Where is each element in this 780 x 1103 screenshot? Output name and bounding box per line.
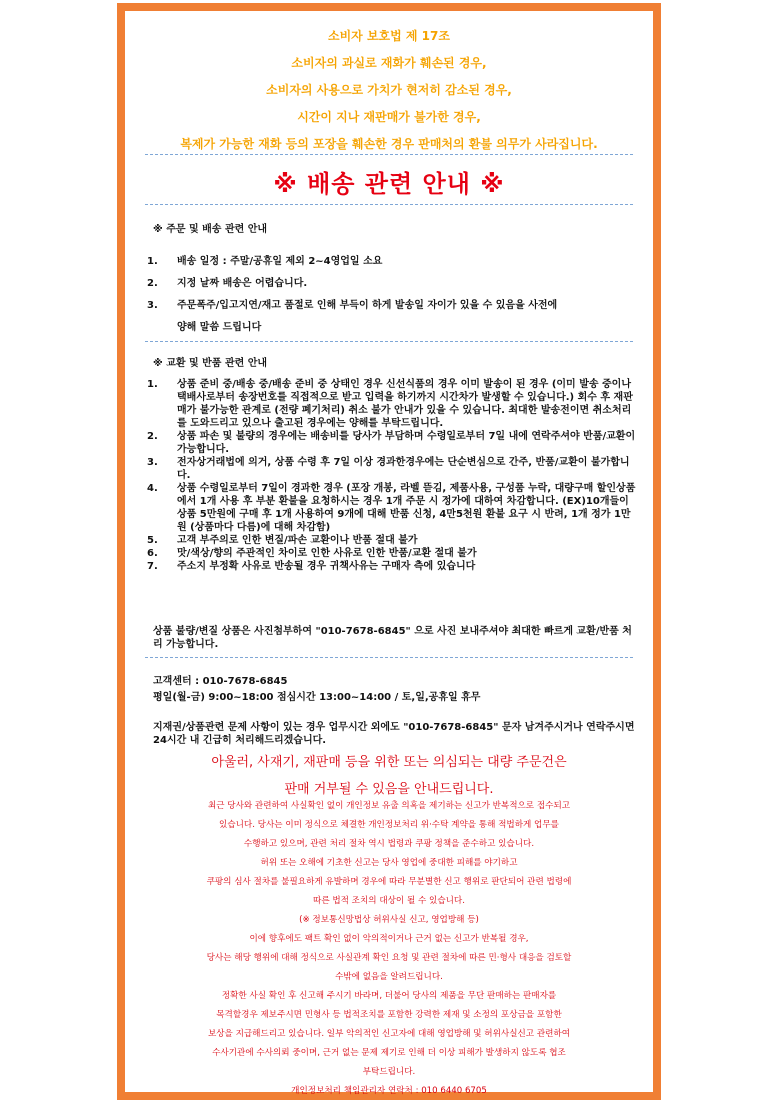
item-text: 맛/색상/향의 주관적인 차이로 인한 사유로 인한 반품/교환 절대 불가	[177, 548, 477, 559]
list-item	[147, 560, 639, 573]
legal-line: 최근 당사와 관련하여 사실확인 없이 개인정보 유출 의혹을 제기하는 신고가 반복적으로 접수되고	[207, 801, 571, 811]
list-item	[147, 534, 639, 547]
legal-line: (※ 정보통신망법상 허위사실 신고, 영업방해 등)	[299, 915, 479, 925]
warning-line: 아울러, 사재기, 재판매 등을 위한 또는 의심되는 대량 주문건은	[211, 755, 567, 770]
item-number: 7.	[147, 561, 158, 572]
item-number: 6.	[147, 548, 158, 559]
notice-line: 소비자의 과실로 재화가 훼손된 경우,	[291, 56, 487, 70]
item-text: 양해 말씀 드립니다	[177, 322, 262, 333]
list-item	[147, 317, 639, 339]
item-text: 상품 준비 중/배송 중/배송 준비 중 상태인 경우 신선식품의 경우 이미 발송이 된 경우 (이미 발송 중이나 택배사로부터 송장번호를 직접적으로 받고 입력을 하기까지 시간차가 발생할 수 있습니다.) 회수 후 재판매가 불가능한 관계로 (전량 폐기처리) 취소 불가 안내가 있을 수 있습니다. 최대한 발송전이면 취소처리를 도와드리고 있으나 출고된 경우에는 양해를 부탁드립니다.	[177, 379, 633, 429]
item-text: 고객 부주의로 인한 변질/파손 교환이나 반품 절대 불가	[177, 535, 418, 546]
list-item	[147, 547, 639, 560]
legal-line: 정확한 사실 확인 후 신고해 주시기 바라며, 더불어 당사의 제품을 무단 판매하는 판매자를	[221, 991, 557, 1001]
divider	[145, 657, 633, 658]
item-number: 5.	[147, 535, 158, 546]
notice-line: 시간이 지나 재판매가 불가한 경우,	[297, 110, 481, 124]
item-text: 상품 파손 및 불량의 경우에는 배송비를 당사가 부담하며 수령일로부터 7일 내에 연락주셔야 반품/교환이 가능합니다.	[177, 431, 636, 455]
delivery-list	[147, 251, 639, 339]
exchange-heading: ※ 교환 및 반품 관련 안내	[153, 358, 268, 369]
list-item	[147, 251, 639, 273]
list-item	[147, 273, 639, 295]
legal-notice	[133, 797, 645, 1101]
item-number: 3.	[147, 300, 158, 311]
notice-line: 복제가 가능한 재화 등의 포장을 훼손한 경우 판매처의 환불 의무가 사라집니다.	[180, 137, 598, 151]
item-number	[147, 317, 177, 339]
notice-frame	[117, 3, 661, 1100]
item-text: 전자상거래법에 의거, 상품 수령 후 7일 이상 경과한경우에는 단순변심으로 간주, 반품/교환이 불가합니다.	[177, 457, 630, 481]
notice-line: 소비자의 사용으로 가치가 현저히 감소된 경우,	[266, 83, 512, 97]
privacy-officer-contact: 개인정보처리 책임관리자 연락처 : 010 6440 6705	[291, 1086, 487, 1096]
item-number: 1.	[147, 256, 158, 267]
item-text: 주문폭주/입고지연/재고 품절로 인해 부득이 하게 발송일 자이가 있을 수 있음을 사전에	[177, 300, 558, 311]
legal-line: 수사기관에 수사의뢰 중이며, 근거 없는 문제 제기로 인해 더 이상 피해가 발생하지 않도록 협조	[212, 1048, 566, 1058]
exchange-footer: 상품 불량/변질 상품은 사진첨부하여 "010-7678-6845" 으로 사진 보내주셔야 최대한 빠르게 교환/반품 처리 가능합니다.	[153, 626, 632, 650]
legal-line: 따른 법적 조치의 대상이 될 수 있습니다.	[313, 896, 465, 906]
legal-line: 수밖에 없음을 알려드립니다.	[335, 972, 443, 982]
item-number: 2.	[147, 278, 158, 289]
list-item	[147, 295, 639, 317]
bulk-order-warning	[125, 749, 653, 803]
legal-line: 보상을 지급해드리고 있습니다. 일부 악의적인 신고자에 대해 영업방해 및 허위사실신고 관련하여	[207, 1029, 571, 1039]
item-number: 3.	[147, 457, 158, 468]
legal-line: 이에 향후에도 팩트 확인 없이 악의적이거나 근거 없는 신고가 반복될 경우,	[249, 934, 529, 944]
legal-line: 허위 또는 오해에 기초한 신고는 당사 영업에 중대한 피해를 야기하고	[260, 858, 518, 868]
customer-center: 고객센터 : 010-7678-6845	[153, 676, 288, 687]
list-item	[147, 456, 639, 482]
legal-line: 수행하고 있으며, 관련 처리 절차 역시 법령과 쿠팡 정책을 준수하고 있습니다.	[243, 839, 535, 849]
legal-line: 쿠팡의 심사 절차를 불필요하게 유발하며 경우에 따라 무분별한 신고 행위로 판단되어 관련 법령에	[206, 877, 572, 887]
list-item	[147, 430, 639, 456]
page-title: ※ 배송 관련 안내 ※	[273, 170, 505, 198]
list-item	[147, 482, 639, 534]
item-text: 배송 일정 : 주말/공휴일 제외 2~4영업일 소요	[177, 256, 383, 267]
delivery-heading: ※ 주문 및 배송 관련 안내	[153, 224, 268, 235]
item-text: 주소지 부정확 사유로 반송될 경우 귀책사유는 구매자 측에 있습니다	[177, 561, 476, 572]
divider	[145, 204, 633, 205]
item-number: 4.	[147, 483, 158, 494]
legal-line: 부탁드립니다.	[362, 1067, 416, 1077]
legal-line: 목격할경우 제보주시면 민형사 등 법적조치를 포함한 강력한 제재 및 소정의 포상금을 포함한	[216, 1010, 562, 1020]
warning-line: 판매 거부될 수 있음을 안내드립니다.	[284, 782, 494, 797]
divider	[145, 341, 633, 342]
exchange-list	[147, 378, 639, 573]
item-text: 지정 날짜 배송은 어렵습니다.	[177, 278, 308, 289]
contact-note: 지재권/상품관련 문제 사항이 있는 경우 업무시간 외에도 "010-7678-6845" 문자 남겨주시거나 연락주시면 24시간 내 긴급히 처리해드리겠습니다.	[153, 722, 635, 746]
business-hours: 평일(월-금) 9:00~18:00 점심시간 13:00~14:00 / 토,일,공휴일 휴무	[153, 692, 481, 703]
item-number: 1.	[147, 379, 158, 390]
legal-line: 당사는 해당 행위에 대해 정식으로 사실관계 확인 요청 및 관련 절차에 따른 민·형사 대응을 검토할	[206, 953, 572, 963]
legal-line: 있습니다. 당사는 이미 정식으로 체결한 개인정보처리 위·수탁 계약을 통해 적법하게 업무를	[219, 820, 559, 830]
divider	[145, 154, 633, 155]
consumer-protection-notice	[125, 23, 653, 158]
item-text: 상품 수령일로부터 7일이 경과한 경우 (포장 개봉, 라벨 뜯김, 제품사용, 구성품 누락, 대량구매 할인상품에서 1개 사용 후 부분 환불을 요청하시는 경우 1개 주문 시 정가에 대하여 차감합니다. (EX)10개들이 상품 5만원에 구매 후 1개 사용하여 9개에 대해 반품 신청, 4만5천원 환불 요구 시 반려, 1개 정가 1만원 (상품마다 다름)에 대해 차감함)	[177, 483, 636, 533]
notice-line: 소비자 보호법 제 17조	[328, 29, 450, 43]
item-number: 2.	[147, 431, 158, 442]
list-item	[147, 378, 639, 430]
